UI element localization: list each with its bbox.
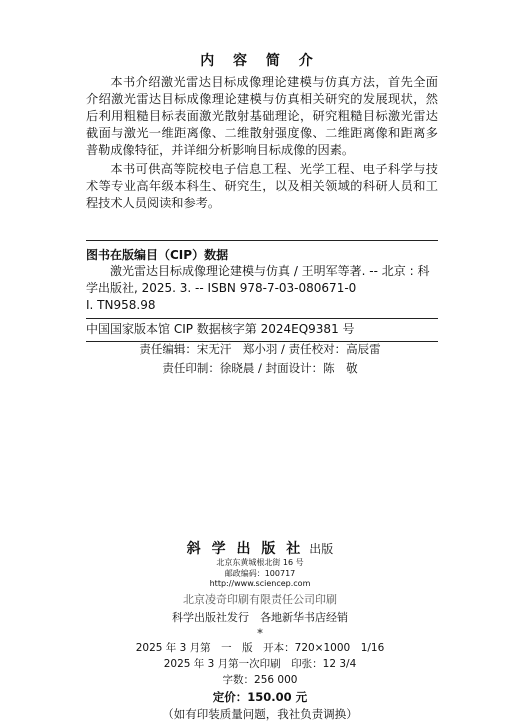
cip-middle-rule: [86, 318, 438, 319]
summary-heading: 内 容 简 介: [200, 53, 320, 69]
printer-line: 北京凌奇印刷有限责任公司印刷: [183, 593, 337, 606]
distributor-line: 科学出版社发行 各地新华书店经销: [172, 611, 348, 624]
edition-line: 2025 年 3 月第 一 版 开本：720×1000 1/16: [135, 642, 385, 654]
word-count: 字数：256 000: [222, 674, 298, 686]
production-credits: 责任印制：徐晓晨 / 封面设计：陈 敬: [162, 361, 358, 375]
publisher-logotype: [0, 538, 520, 558]
printing-line: 2025 年 3 月第一次印刷 印张：12 3/4: [163, 658, 357, 670]
cip-number: 中国国家版本馆 CIP 数据核字第 2024EQ9381 号: [86, 322, 355, 336]
cip-header: 图书在版编目（CIP）数据: [86, 248, 229, 262]
price: 定价：150.00 元: [212, 690, 308, 704]
editor-credits: 责任编辑：宋无汗 郑小羽 / 责任校对：高辰雷: [139, 342, 381, 356]
cip-classification: Ⅰ. TN958.98: [86, 298, 156, 312]
cip-block: [86, 240, 438, 342]
publisher-suffix: 出版: [309, 542, 334, 556]
cip-top-rule: [86, 240, 438, 241]
separator-star: *: [257, 627, 263, 640]
summary-paragraph-2: 本书可供高等院校电子信息工程、光学工程、电子科学与技术等专业高年级本科生、研究生，以及相关领域的科研人员和工程技术人员阅读和参考。: [86, 162, 438, 210]
publisher-address: 北京东黄城根北街 16 号: [216, 558, 304, 567]
publisher-postcode: 邮政编码：100717: [224, 569, 296, 578]
cip-record: 激光雷达目标成像理论建模与仿真 / 王明军等著. -- 北京 : 科学出版社, 2025. 3. -- ISBN 978-7-03-080671-0: [86, 264, 430, 295]
publisher-website: http://www.sciencep.com: [209, 579, 311, 588]
quality-notice: （如有印装质量问题，我社负责调换）: [162, 707, 358, 721]
summary-paragraph-1: 本书介绍激光雷达目标成像理论建模与仿真方法，首先全面介绍激光雷达目标成像理论建模与仿真相关研究的发展现状，然后利用粗糙目标表面激光散射基础理论，研究粗糙目标激光雷达截面与激光一维距离像、二维散射强度像、二维距离像和距离多普勒成像特征，并详细分析影响目标成像的因素。: [86, 75, 438, 157]
publisher-name: 斜 学 出 版 社: [186, 541, 304, 557]
